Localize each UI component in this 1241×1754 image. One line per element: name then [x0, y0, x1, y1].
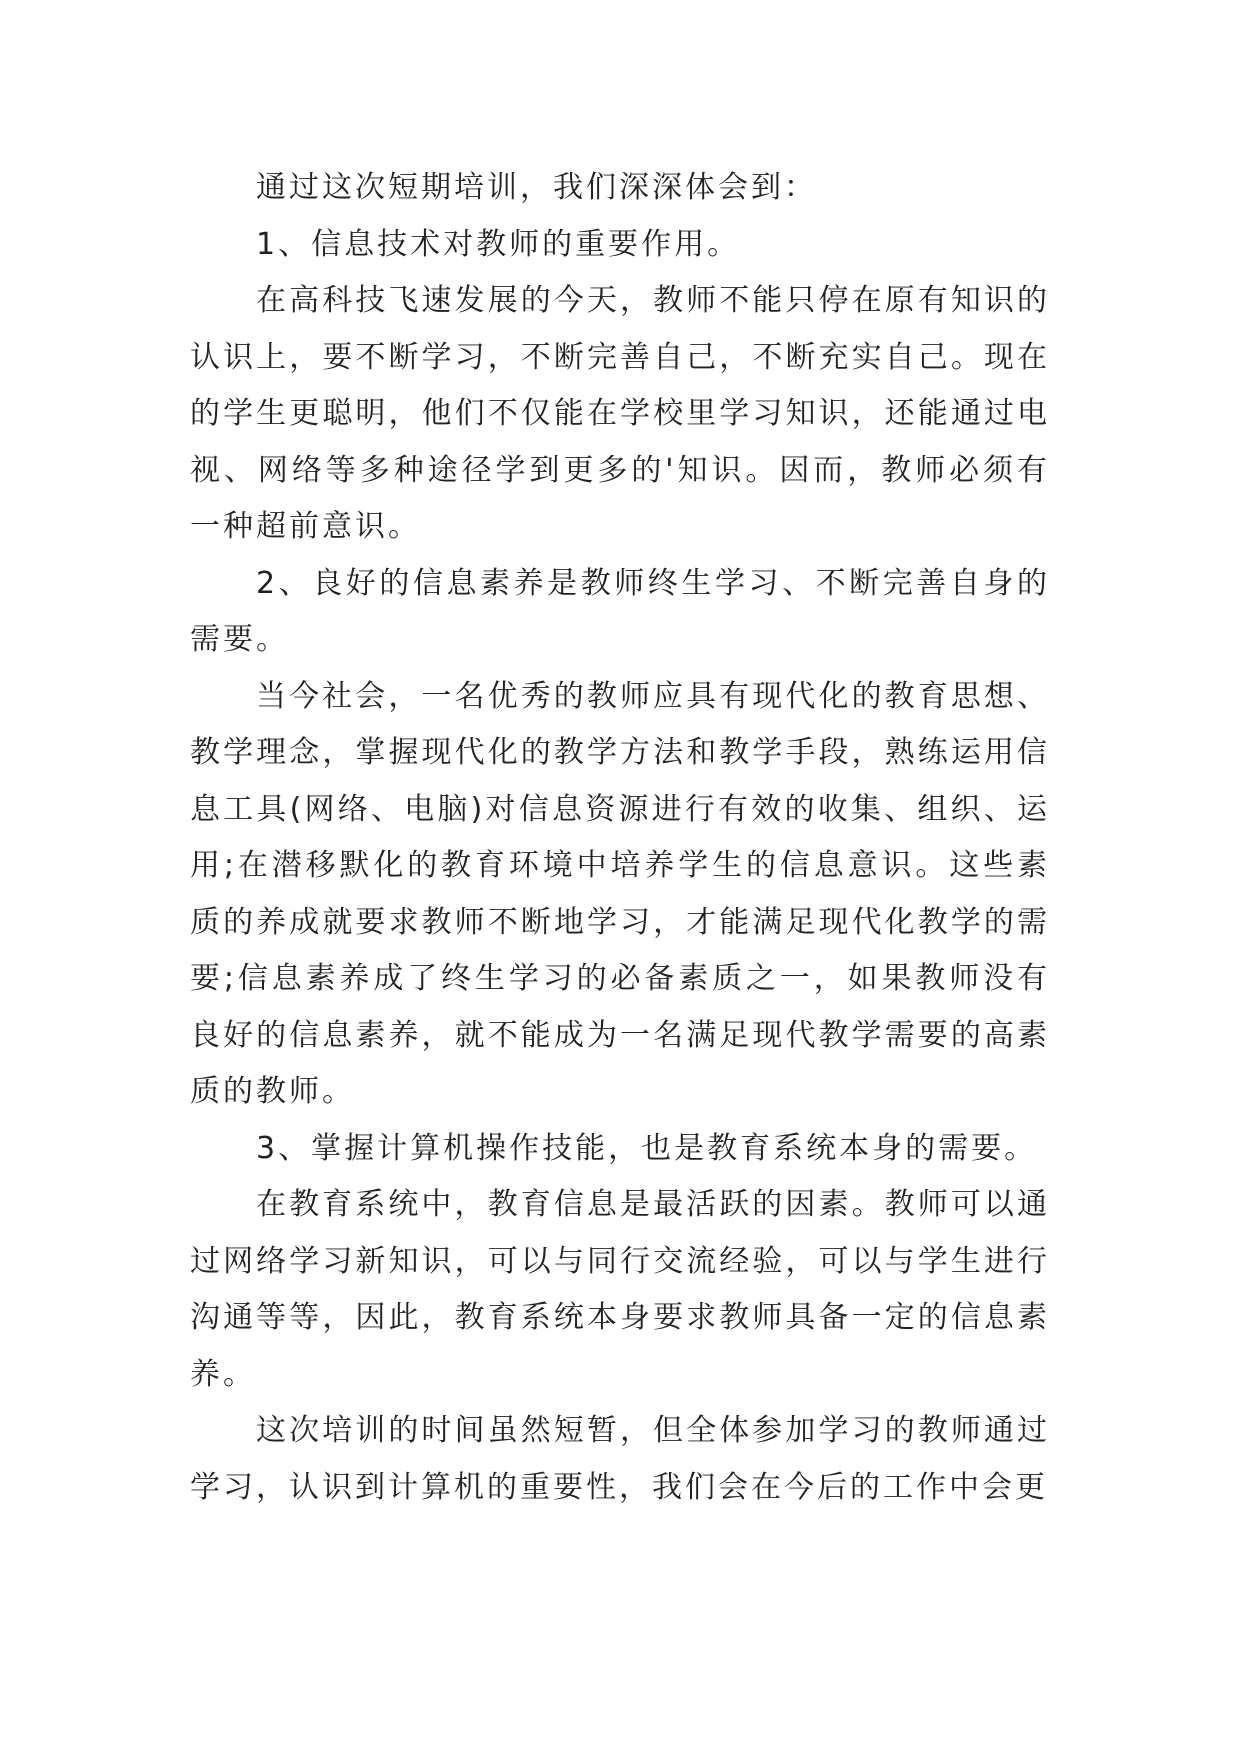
paragraph-body-3: 在教育系统中，教育信息是最活跃的因素。教师可以通过网络学习新知识，可以与同行交流经验，可以与学生进行沟通等等，因此，教育系统本身要求教师具备一定的信息素养。	[190, 1187, 1050, 1392]
paragraph-intro: 通过这次短期培训，我们深深体会到：	[256, 170, 817, 205]
paragraph-conclusion: 这次培训的时间虽然短暂，但全体参加学习的教师通过学习，认识到计算机的重要性，我们会在今后的工作中会更	[190, 1413, 1050, 1505]
paragraph-body-2: 当今社会，一名优秀的教师应具有现代化的教育思想、教学理念，掌握现代化的教学方法和教学手段，熟练运用信息工具(网络、电脑)对信息资源进行有效的收集、组织、运用;在潜移默化的教育环境中培养学生的信息意识。这些素质的养成就要求教师不断地学习，才能满足现代化教学的需要;信息素养成了终生学习的必备素质之一，如果教师没有良好的信息素养，就不能成为一名满足现代教学需要的高素质的教师。	[190, 678, 1050, 1109]
paragraph-heading-2: 2、良好的信息素养是教师终生学习、不断完善自身的需要。	[190, 565, 1050, 657]
document-body	[190, 160, 1050, 1516]
paragraph-heading-3: 3、掌握计算机操作技能，也是教育系统本身的需要。	[256, 1130, 1038, 1166]
paragraph-heading-1: 1、信息技术对教师的重要作用。	[256, 226, 741, 262]
paragraph-body-1: 在高科技飞速发展的今天，教师不能只停在原有知识的认识上，要不断学习，不断完善自己，不断充实自己。现在的学生更聪明，他们不仅能在学校里学习知识，还能通过电视、网络等多种途径学到更多的'知识。因而，教师必须有一种超前意识。	[190, 283, 1050, 544]
